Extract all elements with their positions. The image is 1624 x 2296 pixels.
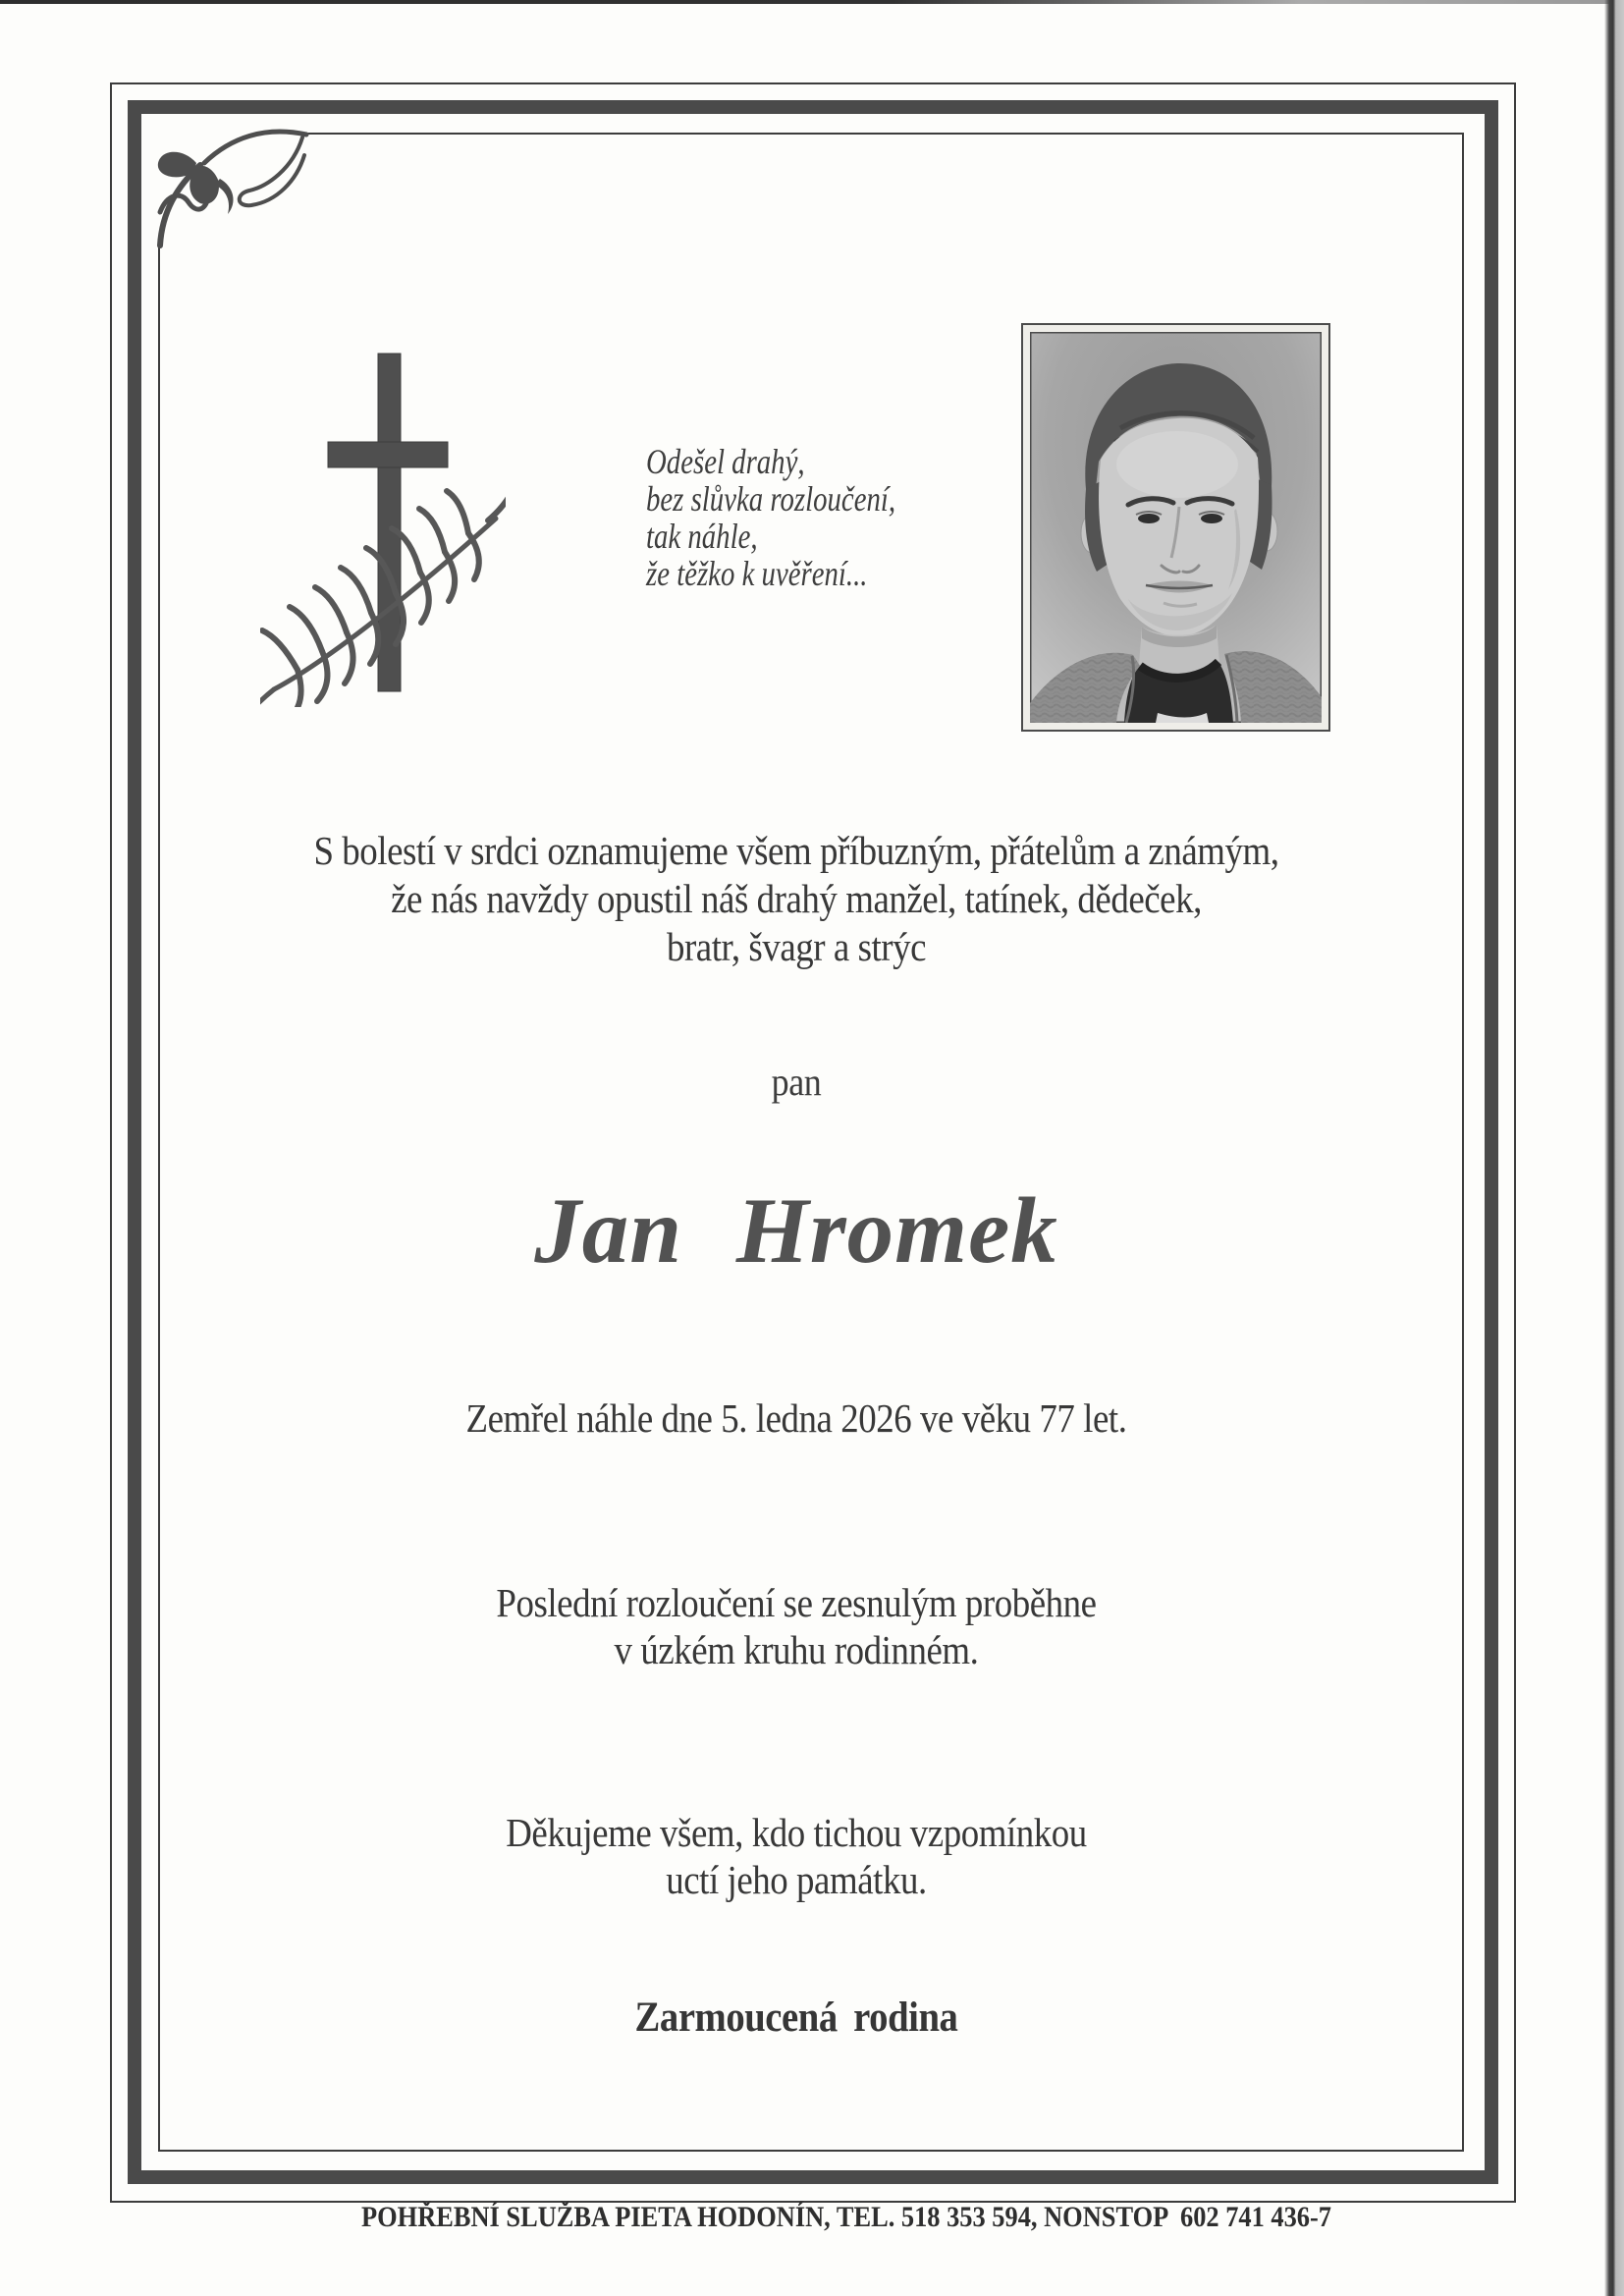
announcement-text xyxy=(209,827,1384,971)
scan-artifact-top-line xyxy=(0,0,1624,4)
salutation: pan xyxy=(771,1060,822,1104)
poem-line: Odešel drahý, xyxy=(646,442,805,481)
announcement-line: S bolestí v srdci oznamujeme všem příbuzným, přátelům a známým, xyxy=(313,828,1279,873)
scan-artifact-right-band xyxy=(1604,0,1624,2296)
funeral-service-footer: POHŘEBNÍ SLUŽBA PIETA HODONÍN, TEL. 518 353 594, NONSTOP 602 741 436-7 xyxy=(361,2201,1331,2233)
announcement-line: bratr, švagr a strýc xyxy=(666,924,927,969)
thanks-line: uctí jeho památku. xyxy=(666,1857,927,1902)
family-signature: Zarmoucená rodina xyxy=(634,1995,958,2041)
thanks-line: Děkujeme všem, kdo tichou vzpomínkou xyxy=(506,1810,1087,1855)
announcement-line: že nás navždy opustil náš drahý manžel, tatínek, dědeček, xyxy=(391,876,1202,921)
thanks-text xyxy=(209,1809,1384,1903)
death-notice: Zemřel náhle dne 5. ledna 2026 ve věku 77 let. xyxy=(465,1395,1127,1441)
opening-poem xyxy=(646,443,895,592)
cross-with-palm-branch-icon xyxy=(260,344,506,707)
farewell-line: v úzkém kruhu rodinném. xyxy=(614,1627,979,1672)
deceased-name: Jan Hromek xyxy=(534,1178,1058,1283)
portrait-image xyxy=(1030,332,1322,723)
poem-line: tak náhle, xyxy=(646,517,758,556)
floral-corner-ornament-icon xyxy=(147,86,344,273)
deceased-portrait-photo xyxy=(1021,323,1330,732)
farewell-line: Poslední rozloučení se zesnulým proběhne xyxy=(496,1580,1097,1625)
farewell-text xyxy=(209,1579,1384,1673)
poem-line: bez slůvka rozloučení, xyxy=(646,479,896,519)
poem-line: že těžko k uvěření... xyxy=(646,554,868,593)
